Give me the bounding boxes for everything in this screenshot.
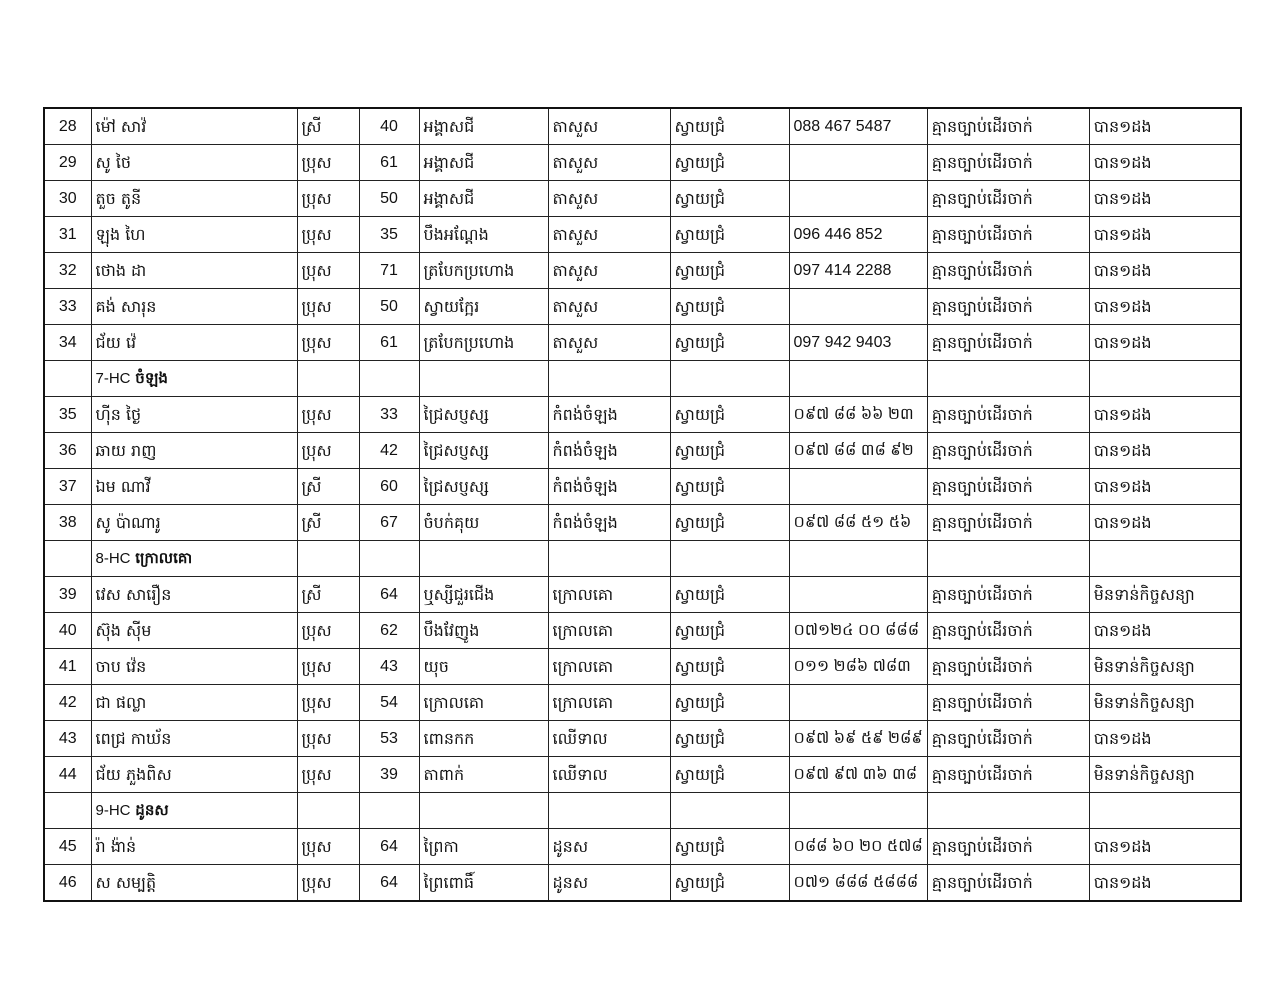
district-cell: ស្វាយជ្រំ <box>670 613 789 649</box>
empty-cell <box>44 793 91 829</box>
sex-cell: ប្រុស <box>297 649 359 685</box>
district-cell: ស្វាយជ្រំ <box>670 253 789 289</box>
empty-cell <box>670 793 789 829</box>
commune-cell: តាសួស <box>548 289 670 325</box>
phone-cell: ០១១ ២៨៦ ៧៨៣ <box>789 649 927 685</box>
dose-cell: បាន១ដង <box>1089 145 1241 181</box>
name-cell: ហ៊ីន ថ្ងៃ <box>91 397 297 433</box>
sex-cell: ស្រី <box>297 505 359 541</box>
row-number-cell: 37 <box>44 469 91 505</box>
commune-cell: ក្រោលគោ <box>548 577 670 613</box>
dose-cell: បាន១ដង <box>1089 721 1241 757</box>
commune-cell: តាសួស <box>548 217 670 253</box>
row-number-cell: 38 <box>44 505 91 541</box>
table-row <box>44 217 1241 253</box>
status-cell: គ្មានច្បាប់ដើរចាក់ <box>927 145 1089 181</box>
village-cell: ត្របែកប្រហោង <box>419 325 548 361</box>
village-cell: ព្រៃពោធិ៍ <box>419 865 548 902</box>
status-cell: គ្មានច្បាប់ដើរចាក់ <box>927 721 1089 757</box>
status-cell: គ្មានច្បាប់ដើរចាក់ <box>927 108 1089 145</box>
district-cell: ស្វាយជ្រំ <box>670 217 789 253</box>
dose-cell: បាន១ដង <box>1089 469 1241 505</box>
phone-cell <box>789 289 927 325</box>
status-cell: គ្មានច្បាប់ដើរចាក់ <box>927 217 1089 253</box>
table-row <box>44 108 1241 145</box>
dose-cell: មិនទាន់កិច្ចសន្យា <box>1089 577 1241 613</box>
name-cell: ជ័យ វ៉េ <box>91 325 297 361</box>
row-number-cell: 29 <box>44 145 91 181</box>
name-cell: ឆាយ រាញ <box>91 433 297 469</box>
section-header-row <box>44 793 1241 829</box>
age-cell: 50 <box>359 289 419 325</box>
age-cell: 43 <box>359 649 419 685</box>
table-row <box>44 649 1241 685</box>
age-cell: 35 <box>359 217 419 253</box>
empty-cell <box>548 361 670 397</box>
age-cell: 62 <box>359 613 419 649</box>
status-cell: គ្មានច្បាប់ដើរចាក់ <box>927 181 1089 217</box>
status-cell: គ្មានច្បាប់ដើរចាក់ <box>927 397 1089 433</box>
phone-cell <box>789 685 927 721</box>
age-cell: 42 <box>359 433 419 469</box>
commune-cell: ឈើទាល <box>548 757 670 793</box>
table-body <box>44 108 1241 901</box>
village-cell: ជ្រៃសប្ញស្ស <box>419 469 548 505</box>
dose-cell: បាន១ដង <box>1089 865 1241 902</box>
age-cell: 50 <box>359 181 419 217</box>
dose-cell: មិនទាន់កិច្ចសន្យា <box>1089 757 1241 793</box>
village-cell: បឹងវែញូង <box>419 613 548 649</box>
table-row <box>44 505 1241 541</box>
village-cell: អង្គាសជី <box>419 181 548 217</box>
district-cell: ស្វាយជ្រំ <box>670 721 789 757</box>
commune-cell: ក្រោលគោ <box>548 649 670 685</box>
empty-cell <box>548 793 670 829</box>
sex-cell: ប្រុស <box>297 325 359 361</box>
age-cell: 64 <box>359 577 419 613</box>
commune-cell: តាសួស <box>548 253 670 289</box>
commune-cell: ដូនស <box>548 829 670 865</box>
table-row <box>44 577 1241 613</box>
phone-cell: 088 467 5487 <box>789 108 927 145</box>
section-code: 9-HC <box>95 802 131 819</box>
status-cell: គ្មានច្បាប់ដើរចាក់ <box>927 613 1089 649</box>
empty-cell <box>927 541 1089 577</box>
section-header-row <box>44 361 1241 397</box>
commune-cell: តាសួស <box>548 108 670 145</box>
district-cell: ស្វាយជ្រំ <box>670 108 789 145</box>
name-cell: តួច តូនី <box>91 181 297 217</box>
dose-cell: បាន១ដង <box>1089 613 1241 649</box>
district-cell: ស្វាយជ្រំ <box>670 649 789 685</box>
age-cell: 64 <box>359 829 419 865</box>
table-row <box>44 829 1241 865</box>
name-cell: គង់ សារុន <box>91 289 297 325</box>
table-row <box>44 289 1241 325</box>
row-number-cell: 36 <box>44 433 91 469</box>
age-cell: 61 <box>359 325 419 361</box>
name-cell: វេស សារឿន <box>91 577 297 613</box>
status-cell: គ្មានច្បាប់ដើរចាក់ <box>927 577 1089 613</box>
commune-cell: ក្រោលគោ <box>548 685 670 721</box>
village-cell: ចំបក់គុយ <box>419 505 548 541</box>
row-number-cell: 46 <box>44 865 91 902</box>
dose-cell: បាន១ដង <box>1089 253 1241 289</box>
row-number-cell: 35 <box>44 397 91 433</box>
row-number-cell: 43 <box>44 721 91 757</box>
commune-cell: កំពង់ចំឡង <box>548 433 670 469</box>
status-cell: គ្មានច្បាប់ដើរចាក់ <box>927 505 1089 541</box>
row-number-cell: 42 <box>44 685 91 721</box>
dose-cell: បាន១ដង <box>1089 181 1241 217</box>
age-cell: 40 <box>359 108 419 145</box>
empty-cell <box>297 541 359 577</box>
empty-cell <box>297 793 359 829</box>
age-cell: 53 <box>359 721 419 757</box>
table-row <box>44 721 1241 757</box>
district-cell: ស្វាយជ្រំ <box>670 505 789 541</box>
dose-cell: បាន១ដង <box>1089 397 1241 433</box>
row-number-cell: 40 <box>44 613 91 649</box>
empty-cell <box>44 361 91 397</box>
sex-cell: ប្រុស <box>297 433 359 469</box>
status-cell: គ្មានច្បាប់ដើរចាក់ <box>927 829 1089 865</box>
sex-cell: ប្រុស <box>297 217 359 253</box>
row-number-cell: 31 <box>44 217 91 253</box>
status-cell: គ្មានច្បាប់ដើរចាក់ <box>927 469 1089 505</box>
name-cell: ឡុង ហៃ <box>91 217 297 253</box>
section-district: ចំឡង <box>135 369 168 387</box>
table-row <box>44 865 1241 902</box>
phone-cell <box>789 469 927 505</box>
dose-cell: បាន១ដង <box>1089 505 1241 541</box>
village-cell: តាពាក់ <box>419 757 548 793</box>
table-row <box>44 757 1241 793</box>
table-row <box>44 145 1241 181</box>
name-cell: ស សម្បត្តិ <box>91 865 297 902</box>
dose-cell: មិនទាន់កិច្ចសន្យា <box>1089 685 1241 721</box>
status-cell: គ្មានច្បាប់ដើរចាក់ <box>927 325 1089 361</box>
sex-cell: ប្រុស <box>297 181 359 217</box>
name-cell: សូ ថៃ <box>91 145 297 181</box>
commune-cell: តាសួស <box>548 181 670 217</box>
phone-cell <box>789 145 927 181</box>
commune-cell: ដូនស <box>548 865 670 902</box>
status-cell: គ្មានច្បាប់ដើរចាក់ <box>927 289 1089 325</box>
district-cell: ស្វាយជ្រំ <box>670 685 789 721</box>
row-number-cell: 34 <box>44 325 91 361</box>
section-code: 7-HC <box>95 370 131 387</box>
empty-cell <box>419 793 548 829</box>
table-row <box>44 397 1241 433</box>
village-cell: ឬស្សីជួរជើង <box>419 577 548 613</box>
commune-cell: ឈើទាល <box>548 721 670 757</box>
empty-cell <box>670 541 789 577</box>
empty-cell <box>1089 541 1241 577</box>
dose-cell: បាន១ដង <box>1089 433 1241 469</box>
section-district: ក្រោលគោ <box>135 549 193 567</box>
age-cell: 61 <box>359 145 419 181</box>
village-cell: អង្គាសជី <box>419 145 548 181</box>
empty-cell <box>1089 793 1241 829</box>
dose-cell: បាន១ដង <box>1089 829 1241 865</box>
table-row <box>44 469 1241 505</box>
status-cell: គ្មានច្បាប់ដើរចាក់ <box>927 757 1089 793</box>
row-number-cell: 44 <box>44 757 91 793</box>
empty-cell <box>359 793 419 829</box>
name-cell: ពេជ្រ កាឃ័ន <box>91 721 297 757</box>
district-cell: ស្វាយជ្រំ <box>670 397 789 433</box>
empty-cell <box>789 541 927 577</box>
dose-cell: មិនទាន់កិច្ចសន្យា <box>1089 649 1241 685</box>
empty-cell <box>359 541 419 577</box>
empty-cell <box>548 541 670 577</box>
dose-cell: បាន១ដង <box>1089 325 1241 361</box>
sex-cell: ប្រុស <box>297 829 359 865</box>
age-cell: 33 <box>359 397 419 433</box>
village-cell: ព្រៃកា <box>419 829 548 865</box>
table-row <box>44 181 1241 217</box>
village-cell: ជ្រៃសប្ញស្ស <box>419 433 548 469</box>
name-cell: ម៉ៅ សាវ៉ <box>91 108 297 145</box>
sex-cell: ប្រុស <box>297 289 359 325</box>
age-cell: 39 <box>359 757 419 793</box>
sex-cell: ប្រុស <box>297 613 359 649</box>
section-title-cell <box>91 541 297 577</box>
dose-cell: បាន១ដង <box>1089 289 1241 325</box>
phone-cell: 096 446 852 <box>789 217 927 253</box>
commune-cell: កំពង់ចំឡង <box>548 469 670 505</box>
section-district: ដូនស <box>135 801 169 819</box>
age-cell: 60 <box>359 469 419 505</box>
section-header-row <box>44 541 1241 577</box>
phone-cell: ០៧១២៤ ០០ ៨៨៨ <box>789 613 927 649</box>
sex-cell: ស្រី <box>297 469 359 505</box>
empty-cell <box>359 361 419 397</box>
table-row <box>44 685 1241 721</box>
phone-cell: ០៩៧ ៨៨ ៦៦ ២៣ <box>789 397 927 433</box>
village-cell: យុច <box>419 649 548 685</box>
sex-cell: ប្រុស <box>297 757 359 793</box>
sex-cell: ប្រុស <box>297 865 359 902</box>
empty-cell <box>297 361 359 397</box>
table-row <box>44 253 1241 289</box>
status-cell: គ្មានច្បាប់ដើរចាក់ <box>927 649 1089 685</box>
section-title-cell <box>91 793 297 829</box>
age-cell: 64 <box>359 865 419 902</box>
village-cell: ស្វាយក្អែរ <box>419 289 548 325</box>
empty-cell <box>670 361 789 397</box>
sex-cell: ប្រុស <box>297 685 359 721</box>
sex-cell: ស្រី <box>297 577 359 613</box>
row-number-cell: 28 <box>44 108 91 145</box>
empty-cell <box>419 541 548 577</box>
section-title-cell <box>91 361 297 397</box>
status-cell: គ្មានច្បាប់ដើរចាក់ <box>927 253 1089 289</box>
commune-cell: ក្រោលគោ <box>548 613 670 649</box>
district-cell: ស្វាយជ្រំ <box>670 757 789 793</box>
district-cell: ស្វាយជ្រំ <box>670 469 789 505</box>
empty-cell <box>927 361 1089 397</box>
table-row <box>44 613 1241 649</box>
empty-cell <box>927 793 1089 829</box>
phone-cell: 097 942 9403 <box>789 325 927 361</box>
age-cell: 54 <box>359 685 419 721</box>
empty-cell <box>1089 361 1241 397</box>
district-cell: ស្វាយជ្រំ <box>670 325 789 361</box>
vaccination-list-table <box>43 107 1242 902</box>
status-cell: គ្មានច្បាប់ដើរចាក់ <box>927 685 1089 721</box>
district-cell: ស្វាយជ្រំ <box>670 829 789 865</box>
name-cell: ចាប វ៉េន <box>91 649 297 685</box>
name-cell: រ៉ា ង៉ាន់ <box>91 829 297 865</box>
row-number-cell: 39 <box>44 577 91 613</box>
row-number-cell: 33 <box>44 289 91 325</box>
phone-cell: ០៧១ ៨៨៨ ៥៨៨៨ <box>789 865 927 902</box>
village-cell: ជ្រៃសប្ញស្ស <box>419 397 548 433</box>
table-row <box>44 433 1241 469</box>
district-cell: ស្វាយជ្រំ <box>670 865 789 902</box>
dose-cell: បាន១ដង <box>1089 217 1241 253</box>
status-cell: គ្មានច្បាប់ដើរចាក់ <box>927 433 1089 469</box>
age-cell: 71 <box>359 253 419 289</box>
village-cell: ក្រោលគោ <box>419 685 548 721</box>
phone-cell <box>789 577 927 613</box>
village-cell: ពោនកក <box>419 721 548 757</box>
phone-cell: ០៩៧ ៩៧ ៣៦ ៣៨ <box>789 757 927 793</box>
district-cell: ស្វាយជ្រំ <box>670 181 789 217</box>
empty-cell <box>44 541 91 577</box>
row-number-cell: 45 <box>44 829 91 865</box>
commune-cell: កំពង់ចំឡង <box>548 505 670 541</box>
commune-cell: កំពង់ចំឡង <box>548 397 670 433</box>
phone-cell: ០៩៧ ៨៨ ៣៨ ៩២ <box>789 433 927 469</box>
district-cell: ស្វាយជ្រំ <box>670 577 789 613</box>
age-cell: 67 <box>359 505 419 541</box>
sex-cell: ប្រុស <box>297 145 359 181</box>
sex-cell: ស្រី <box>297 108 359 145</box>
name-cell: ជ័យ ភួងពិស <box>91 757 297 793</box>
sex-cell: ប្រុស <box>297 397 359 433</box>
phone-cell: ០៩៧ ៨៨ ៥១ ៥៦ <box>789 505 927 541</box>
table-row <box>44 325 1241 361</box>
phone-cell: ០៩៧ ៦៩ ៥៩ ២៨៩ <box>789 721 927 757</box>
phone-cell: 097 414 2288 <box>789 253 927 289</box>
row-number-cell: 32 <box>44 253 91 289</box>
empty-cell <box>419 361 548 397</box>
district-cell: ស្វាយជ្រំ <box>670 289 789 325</box>
status-cell: គ្មានច្បាប់ដើរចាក់ <box>927 865 1089 902</box>
row-number-cell: 41 <box>44 649 91 685</box>
name-cell: ស៊ុង ស៊ីម <box>91 613 297 649</box>
district-cell: ស្វាយជ្រំ <box>670 433 789 469</box>
sex-cell: ប្រុស <box>297 721 359 757</box>
name-cell: សូ ប៉ាណារូ <box>91 505 297 541</box>
row-number-cell: 30 <box>44 181 91 217</box>
empty-cell <box>789 361 927 397</box>
commune-cell: តាសួស <box>548 325 670 361</box>
name-cell: ថោង ដា <box>91 253 297 289</box>
district-cell: ស្វាយជ្រំ <box>670 145 789 181</box>
name-cell: ជា ផល្លា <box>91 685 297 721</box>
sex-cell: ប្រុស <box>297 253 359 289</box>
village-cell: អង្គាសជី <box>419 108 548 145</box>
village-cell: បឹងអណ្តែង <box>419 217 548 253</box>
commune-cell: តាសួស <box>548 145 670 181</box>
phone-cell <box>789 181 927 217</box>
name-cell: ឯម ណាវី <box>91 469 297 505</box>
village-cell: ត្របែកប្រហោង <box>419 253 548 289</box>
phone-cell: ០៨៨ ៦០ ២០ ៥៧៨ <box>789 829 927 865</box>
dose-cell: បាន១ដង <box>1089 108 1241 145</box>
section-code: 8-HC <box>95 550 131 567</box>
empty-cell <box>789 793 927 829</box>
